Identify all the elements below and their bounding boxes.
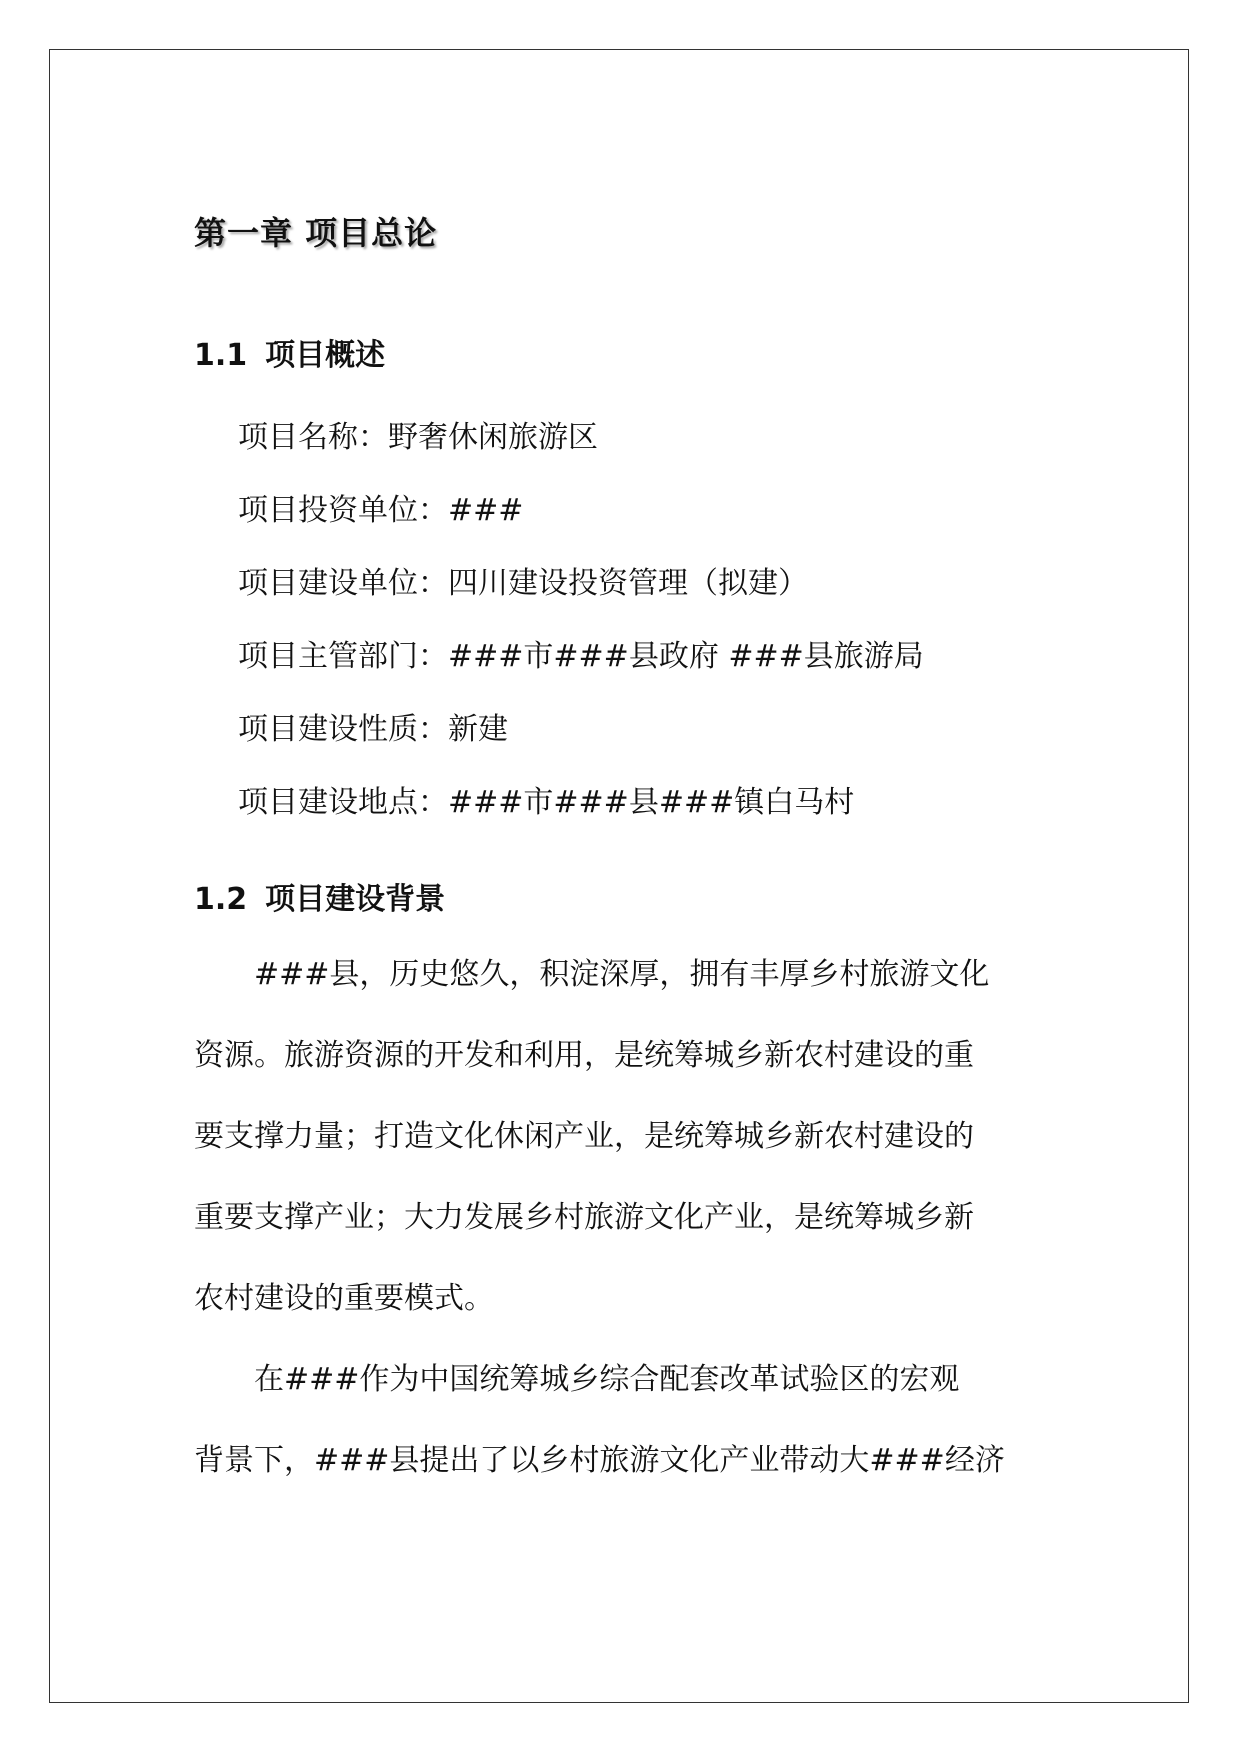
section-title: 项目概述 [265, 338, 386, 373]
paragraph-line: 农村建设的重要模式。 [194, 1281, 494, 1316]
background-paragraph-2 [194, 1339, 1056, 1501]
section-number: 1.2 [194, 882, 248, 917]
chapter-title: 第一章 项目总论 [194, 214, 438, 252]
nature-line: 项目建设性质：新建 [238, 712, 508, 747]
project-name-line: 项目名称：野奢休闲旅游区 [238, 420, 598, 455]
authority-line: 项目主管部门：###市###县政府 ###县旅游局 [238, 639, 924, 674]
section-heading-background [194, 874, 445, 918]
paragraph-line: 在###作为中国统筹城乡综合配套改革试验区的宏观 [254, 1362, 960, 1397]
section-number: 1.1 [194, 338, 248, 373]
background-paragraph-1 [194, 934, 1056, 1339]
paragraph-line: 背景下，###县提出了以乡村旅游文化产业带动大###经济 [194, 1443, 1005, 1478]
section-title: 项目建设背景 [265, 882, 446, 917]
paragraph-line: ###县，历史悠久，积淀深厚，拥有丰厚乡村旅游文化 [254, 957, 990, 992]
section-heading-overview [194, 330, 385, 374]
paragraph-line: 资源。旅游资源的开发和利用，是统筹城乡新农村建设的重 [194, 1038, 974, 1073]
investor-line: 项目投资单位：### [238, 493, 524, 528]
paragraph-line: 要支撑力量；打造文化休闲产业，是统筹城乡新农村建设的 [194, 1119, 974, 1154]
builder-line: 项目建设单位：四川建设投资管理（拟建） [238, 566, 808, 601]
location-line: 项目建设地点：###市###县###镇白马村 [238, 785, 855, 820]
paragraph-line: 重要支撑产业；大力发展乡村旅游文化产业，是统筹城乡新 [194, 1200, 974, 1235]
